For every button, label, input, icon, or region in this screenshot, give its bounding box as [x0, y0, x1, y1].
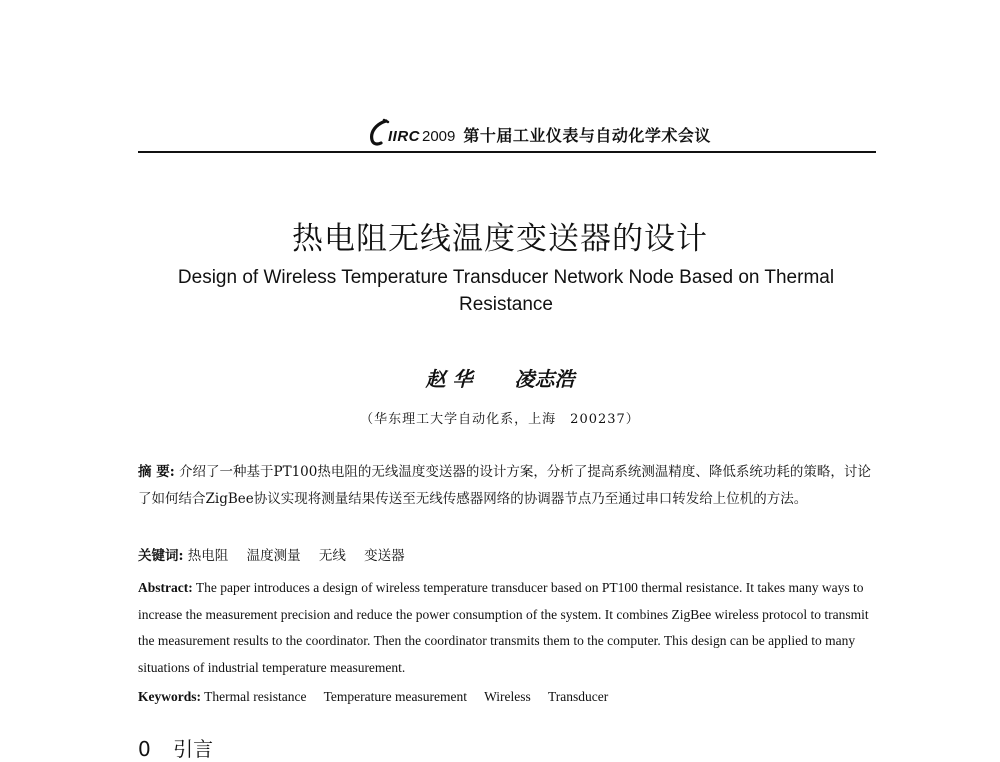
keyword-en: Thermal resistance — [204, 689, 307, 704]
logo-swoosh-icon — [368, 118, 390, 148]
author-2: 凌志浩 — [514, 367, 575, 391]
keywords-chinese — [138, 545, 876, 567]
keywords-en-label: Keywords: — [138, 689, 201, 704]
keywords-cn-label: 关键词: — [138, 548, 184, 564]
title-english: Design of Wireless Temperature Transducer Network Node Based on Thermal Resistance — [177, 267, 835, 315]
conference-year: 2009 — [422, 128, 456, 145]
conference-name: 第十届工业仪表与自动化学术会议 — [463, 126, 711, 145]
abstract-en-text: The paper introduces a design of wireless temperature transducer based on PT100 thermal resistance. It takes many ways to increase the measurement precision and reduce the power consumption of the system. It combines ZigBee wireless protocol to transmit the measurement results to the coordinator. Then the coordinator transmits them to the computer. This design can be applied to many situations of industrial temperature measurement. — [138, 580, 869, 675]
abstract-chinese — [138, 459, 876, 513]
keywords-english — [138, 686, 876, 708]
logo-text: IIRC — [388, 128, 420, 145]
keyword-cn: 温度测量 — [246, 548, 301, 564]
section-heading — [138, 733, 213, 762]
abstract-cn-text: 介绍了一种基于PT100热电阻的无线温度变送器的设计方案，分析了提高系统测温精度、降低系统功耗的策略，讨论了如何结合ZigBee协议实现将测量结果传送至无线传感器网络的协调器节点乃至通过串口转发给上位机的方法。 — [138, 464, 871, 507]
keyword-cn: 热电阻 — [187, 548, 229, 564]
section-title: 引言 — [173, 737, 214, 761]
abstract-cn-label: 摘 要: — [138, 464, 175, 480]
header-rule — [138, 151, 876, 153]
keyword-en: Temperature measurement — [323, 689, 467, 704]
abstract-en-label: Abstract: — [138, 580, 193, 595]
keyword-cn: 无线 — [318, 548, 346, 564]
title-chinese: 热电阻无线温度变送器的设计 — [292, 221, 708, 257]
keyword-en: Transducer — [547, 689, 609, 704]
section-number: 0 — [138, 737, 151, 761]
conference-logo — [368, 114, 420, 148]
authors — [0, 363, 1000, 392]
conference-header — [368, 112, 888, 148]
affiliation: （华东理工大学自动化系，上海 200237） — [360, 412, 640, 427]
abstract-english — [138, 575, 876, 681]
author-1: 赵 华 — [425, 367, 473, 391]
keyword-cn: 变送器 — [364, 548, 405, 564]
keyword-en: Wireless — [484, 689, 531, 704]
